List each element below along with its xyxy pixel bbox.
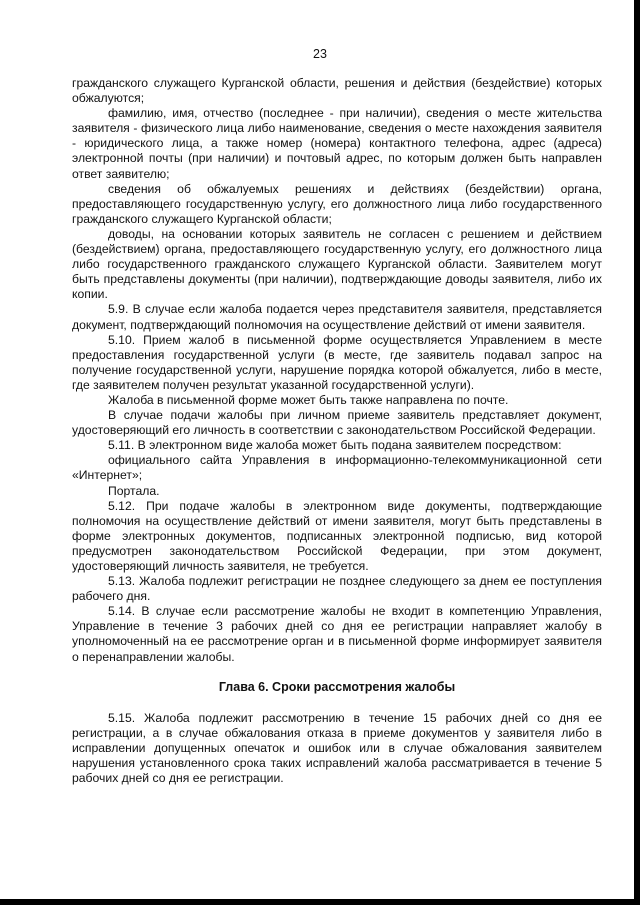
document-body — [72, 76, 602, 786]
paragraph-5-14: 5.14. В случае если рассмотрение жалобы не входит в компетенцию Управления, Управление в течение 3 рабочих дней со дня ее регистрации направляет жалобу в уполномоченный на ее рассмотрение орган и в письменной форме информирует заявителя о перенаправлении жалобы. — [72, 604, 602, 664]
paragraph-portal: Портала. — [108, 483, 160, 498]
paragraph-5-9: 5.9. В случае если жалоба подается через представителя заявителя, представляется документ, подтверждающий полномочия на осуществление действий от имени заявителя. — [72, 302, 602, 332]
paragraph-5-15: 5.15. Жалоба подлежит рассмотрению в течение 15 рабочих дней со дня ее регистрации, а в случае обжалования отказа в приеме документов у заявителя либо в исправлении допущенных опечаток и ошибок или в случае обжалования заявителем нарушения установленного срока таких исправлений жалоба рассматривается в течение 5 рабочих дней со дня ее регистрации. — [72, 710, 602, 786]
scan-border-right — [634, 0, 640, 905]
paragraph-5-11: 5.11. В электронном виде жалоба может быть подана заявителем посредством: — [108, 438, 562, 453]
paragraph-continuation: гражданского служащего Курганской области, решения и действия (бездействие) которых обжалуются; — [72, 76, 602, 106]
paragraph-postal-complaint: Жалоба в письменной форме может быть также направлена по почте. — [108, 392, 509, 407]
paragraph-5-12: 5.12. При подаче жалобы в электронном виде документы, подтверждающие полномочия на осуществление действий от имени заявителя, могут быть представлены в форме электронных документов, подписанных электронной подписью, вид которой предусмотрен законодательством Российской Федерации, при этом документ, удостоверяющий личность заявителя, не требуется. — [72, 498, 602, 573]
paragraph-applicant-details: фамилию, имя, отчество (последнее - при наличии), сведения о месте жительства заявителя - физического лица либо наименование, сведения о месте нахождения заявителя - юридического лица, а также номер (номера) контактного телефона, адрес (адреса) электронной почты (при наличии) и почтовый адрес, по которым должен быть направлен ответ заявителю; — [72, 106, 602, 181]
paragraph-5-13: 5.13. Жалоба подлежит регистрации не позднее следующего за днем ее поступления рабочего дня. — [72, 574, 602, 604]
scan-border-bottom — [0, 899, 640, 905]
paragraph-official-site: официального сайта Управления в информационно-телекоммуникационной сети «Интернет»; — [72, 453, 602, 483]
paragraph-5-10: 5.10. Прием жалоб в письменной форме осуществляется Управлением в месте предоставления государственной услуги (в месте, где заявитель подавал запрос на получение государственной услуги, нарушение порядка которой обжалуется, либо в месте, где заявителем получен результат указанной государственной услуги). — [72, 332, 602, 392]
paragraph-arguments: доводы, на основании которых заявитель не согласен с решением и действием (бездействием) органа, предоставляющего государственную услугу, его должностного лица либо государственного гражданского служащего Курганской области. Заявителем могут быть представлены документы (при наличии), подтверждающие доводы заявителя, либо их копии. — [72, 226, 602, 302]
page-number: 23 — [313, 47, 327, 61]
paragraph-personal-reception: В случае подачи жалобы при личном приеме заявитель представляет документ, удостоверяющий его личность в соответствии с законодательством Российской Федерации. — [72, 408, 602, 438]
paragraph-appealed-decisions: сведения об обжалуемых решениях и действиях (бездействии) органа, предоставляющего государственную услугу, его должностного лица либо государственного гражданского служащего Курганской области; — [72, 181, 602, 226]
chapter-title: Глава 6. Сроки рассмотрения жалобы — [218, 679, 456, 694]
